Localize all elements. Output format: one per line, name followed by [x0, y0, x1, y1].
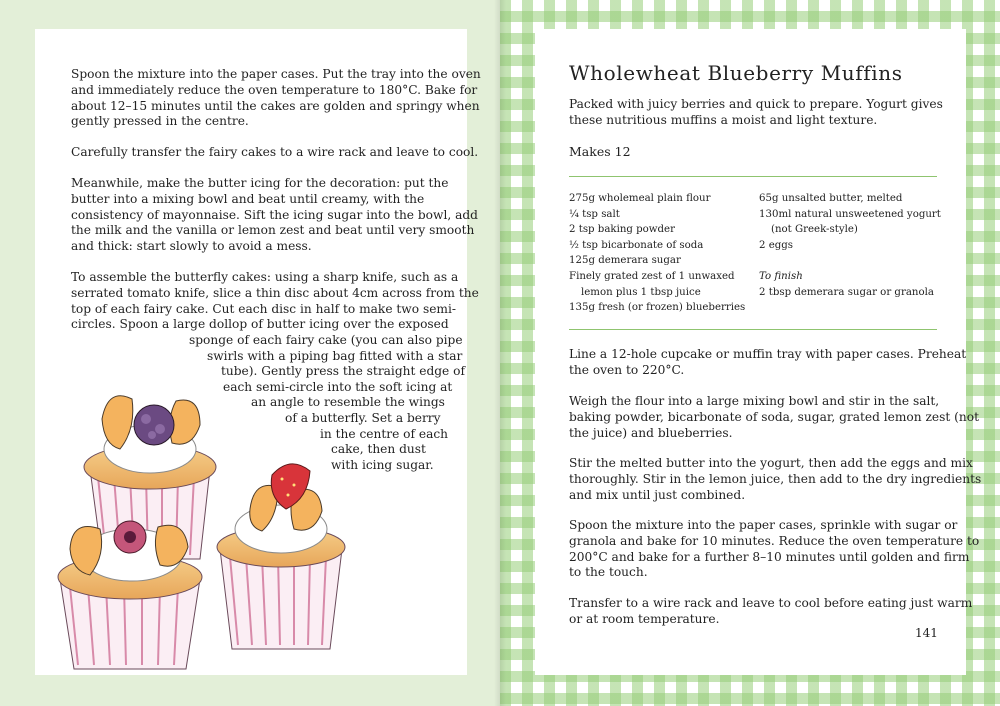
text-line: the juice) and blueberries. [569, 425, 733, 440]
text-line: serrated tomato knife, slice a thin disc about 4cm across from the [71, 285, 479, 300]
wrap-line: cake, then dust [331, 442, 426, 456]
left-paragraph-2 [71, 145, 478, 161]
method-step-3 [569, 456, 981, 503]
text-line: butter into a mixing bowl and beat until creamy, with the [71, 191, 425, 206]
left-paragraph-1 [71, 67, 481, 130]
text-line: top of each fairy cake. Cut each disc in half to make two semi- [71, 301, 456, 316]
ingredient: 2 tbsp demerara sugar or granola [759, 286, 934, 298]
text-line: Meanwhile, make the butter icing for the decoration: put the [71, 176, 449, 190]
text-line: and thick: start slowly to avoid a mess. [71, 239, 312, 254]
divider-bottom [569, 329, 937, 330]
page-number: 141 [915, 626, 938, 640]
recipe-intro [569, 97, 943, 129]
left-paragraph-4 [71, 270, 479, 333]
left-page [35, 29, 481, 675]
text-line: Stir the melted butter into the yogurt, then add the eggs and mix [569, 456, 973, 470]
method-step-1 [569, 347, 966, 379]
ingredient: 275g wholemeal plain flour [569, 193, 711, 204]
cupcakes-illustration [50, 359, 350, 675]
ingredient: 125g demerara sugar [569, 255, 681, 267]
makes-yield: Makes 12 [569, 144, 631, 159]
ingredient: 135g fresh (or frozen) blueberries [569, 302, 746, 314]
text-line: Spoon the mixture into the paper cases, sprinkle with sugar or [569, 518, 958, 532]
left-paragraph-3 [71, 176, 478, 255]
ingredients-column-left [569, 191, 745, 316]
wrap-line: sponge of each fairy cake (you can also pipe [189, 333, 463, 347]
ingredient: lemon plus 1 tbsp juice [581, 286, 701, 298]
text-line: Spoon the mixture into the paper cases. Put the tray into the oven [71, 67, 481, 81]
wrap-line: of a butterfly. Set a berry [285, 411, 441, 425]
method-step-2 [569, 394, 979, 441]
ingredient: 2 eggs [759, 239, 794, 251]
cupcake-left [58, 521, 202, 669]
spacer [759, 253, 941, 269]
wrap-line: tube). Gently press the straight edge of [221, 364, 465, 378]
ingredient: ¼ tsp salt [569, 208, 620, 220]
text-line: gently pressed in the centre. [71, 114, 249, 129]
text-line: Weigh the flour into a large mixing bowl and stir in the salt, [569, 394, 940, 408]
ingredient: 65g unsalted butter, melted [759, 193, 903, 204]
right-page [535, 29, 982, 675]
ingredients-column-right [759, 191, 941, 300]
text-line: To assemble the butterfly cakes: using a sharp knife, such as a [71, 270, 459, 284]
text-line: 200°C and bake for a further 8–10 minutes until golden and firm [569, 549, 970, 564]
method-step-4 [569, 518, 979, 581]
text-line: Packed with juicy berries and quick to prepare. Yogurt gives [569, 97, 943, 111]
wrap-line: with icing sugar. [331, 458, 434, 472]
cupcake-right [217, 464, 345, 649]
text-line: about 12–15 minutes until the cakes are golden and springy when [71, 98, 480, 113]
ingredient: 2 tsp baking powder [569, 224, 675, 236]
ingredient: 130ml natural unsweetened yogurt [759, 208, 941, 220]
wrap-line: each semi-circle into the soft icing at [223, 380, 453, 394]
wrap-line: in the centre of each [320, 427, 449, 441]
text-line: to the touch. [569, 565, 648, 580]
text-line: or at room temperature. [569, 611, 720, 626]
ingredient: ½ tsp bicarbonate of soda [569, 239, 704, 251]
text-line: the oven to 220°C. [569, 362, 685, 377]
text-line: granola and bake for 10 minutes. Reduce the oven temperature to [569, 533, 980, 548]
text-line: the milk and the vanilla or lemon zest and beat until very smooth [71, 223, 475, 238]
book-gutter [494, 0, 506, 706]
divider-top [569, 176, 937, 177]
recipe-title: Wholewheat Blueberry Muffins [569, 61, 903, 85]
text-line: and mix until just combined. [569, 487, 746, 502]
wrap-line: an angle to resemble the wings [251, 395, 445, 409]
text-line: these nutritious muffins a moist and light texture. [569, 112, 878, 127]
text-line: baking powder, bicarbonate of soda, sugar, grated lemon zest (not [569, 409, 979, 424]
text-line: and immediately reduce the oven temperature to 180°C. Bake for [71, 82, 478, 97]
to-finish-heading: To finish [759, 270, 803, 282]
text-line: Carefully transfer the fairy cakes to a wire rack and leave to cool. [71, 145, 479, 159]
text-line: Transfer to a wire rack and leave to cool before eating just warm [569, 596, 973, 610]
text-line: consistency of mayonnaise. Sift the icing sugar into the bowl, add [71, 207, 478, 222]
wrap-line: swirls with a piping bag fitted with a star [207, 349, 463, 363]
text-line: circles. Spoon a large dollop of butter icing over the exposed [71, 317, 449, 332]
ingredient: (not Greek-style) [771, 224, 858, 236]
text-line: Line a 12-hole cupcake or muffin tray with paper cases. Preheat [569, 347, 967, 361]
text-line: thoroughly. Stir in the lemon juice, then add to the dry ingredients [569, 471, 982, 486]
ingredient: Finely grated zest of 1 unwaxed [569, 270, 735, 282]
method-step-5 [569, 596, 972, 628]
